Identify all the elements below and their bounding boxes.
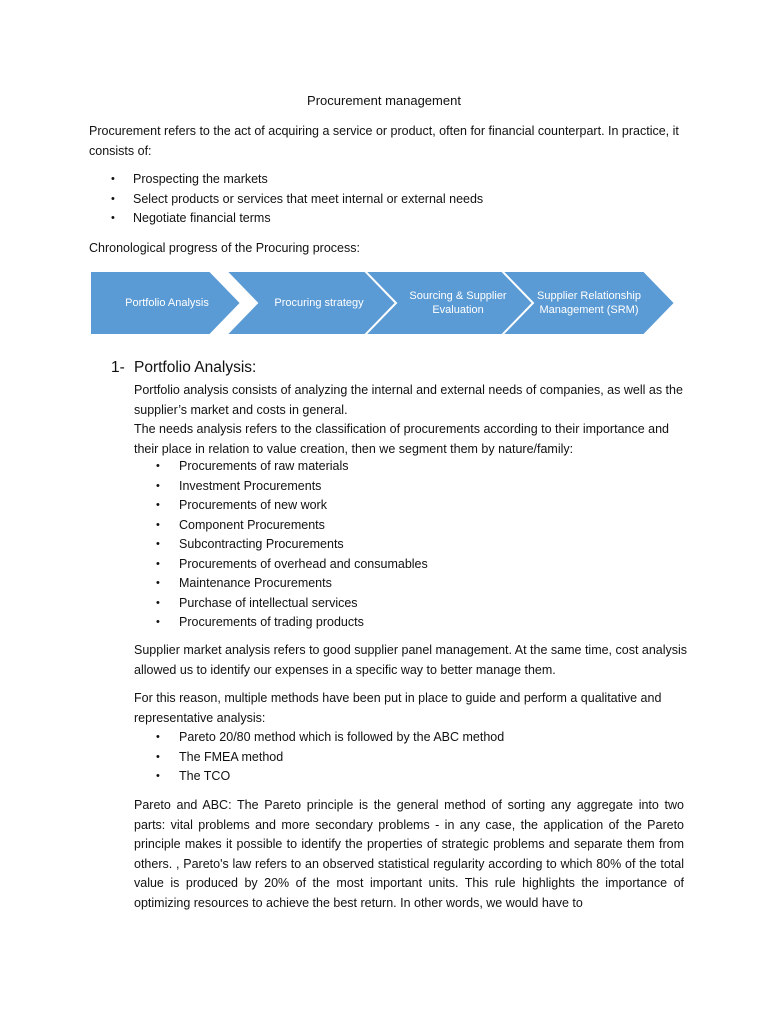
section-title: Portfolio Analysis: bbox=[134, 359, 257, 376]
list-item: • Negotiate financial terms bbox=[89, 209, 689, 229]
bullet-icon: • bbox=[156, 616, 160, 628]
bullet-icon: • bbox=[156, 518, 160, 531]
list-item: • Procurements of overhead and consumables bbox=[134, 555, 690, 575]
list-item: • Procurements of trading products bbox=[134, 613, 690, 633]
bullet-icon: • bbox=[156, 557, 160, 570]
bullet-icon: • bbox=[156, 538, 160, 550]
methods-intro-paragraph: For this reason, multiple methods have been put in place to guide and perform a qualitative and representative analysis: bbox=[134, 691, 662, 725]
bullet-icon: • bbox=[156, 577, 160, 589]
bullet-icon: • bbox=[156, 750, 160, 763]
section-heading bbox=[111, 359, 256, 377]
intro-paragraph: Procurement refers to the act of acquiring a service or product, often for financial counterpart. In practice, it consists of: bbox=[89, 124, 679, 158]
process-step-1-label: Portfolio Analysis bbox=[125, 297, 209, 309]
bullet-icon: • bbox=[156, 479, 160, 492]
bullet-icon: • bbox=[156, 731, 160, 743]
process-step-2-label: Procuring strategy bbox=[274, 297, 364, 309]
process-flow-diagram bbox=[90, 271, 676, 335]
list-item: • The FMEA method bbox=[134, 748, 690, 768]
pareto-lead: Pareto and ABC: bbox=[134, 798, 232, 812]
bullet-icon: • bbox=[156, 596, 160, 609]
process-step-4-label: Supplier Relationship Management (SRM) bbox=[537, 290, 641, 316]
bullet-icon: • bbox=[156, 460, 160, 472]
list-item: • Purchase of intellectual services bbox=[134, 594, 690, 614]
process-intro-label: Chronological progress of the Procuring process: bbox=[89, 241, 360, 255]
bullet-icon: • bbox=[111, 212, 115, 224]
list-item: • Investment Procurements bbox=[134, 477, 690, 497]
list-item: • Procurements of raw materials bbox=[134, 457, 690, 477]
list-item: • The TCO bbox=[134, 767, 690, 787]
pareto-body: The Pareto principle is the general method of sorting any aggregate into two parts: vital problems and more secondary problems - in any case, the application of the Pareto principle makes it possible to identify the properties of strategic problems and separate them from others. , Pareto's law refers to an observed statistical regularity according to which 80% of the total value is produced by 20% of the most important units. This rule highlights the importance of optimizing resources to achieve the best return. In other words, we would have to bbox=[134, 798, 684, 910]
bullet-icon: • bbox=[111, 173, 115, 185]
list-item: • Select products or services that meet internal or external needs bbox=[89, 190, 689, 210]
list-item: • Pareto 20/80 method which is followed by the ABC method bbox=[134, 728, 690, 748]
bullet-icon: • bbox=[111, 192, 115, 205]
procurement-category-list bbox=[134, 457, 690, 633]
process-step-3-label: Sourcing & Supplier Evaluation bbox=[409, 290, 507, 316]
section-number: 1- bbox=[111, 359, 125, 376]
list-item: • Prospecting the markets bbox=[89, 170, 689, 190]
list-item: • Subcontracting Procurements bbox=[134, 535, 690, 555]
document-title: Procurement management bbox=[307, 93, 461, 108]
bullet-icon: • bbox=[156, 499, 160, 511]
pareto-paragraph bbox=[134, 796, 684, 913]
list-item: • Procurements of new work bbox=[134, 496, 690, 516]
list-item: • Component Procurements bbox=[134, 516, 690, 536]
methods-list bbox=[134, 728, 690, 787]
portfolio-paragraph: Portfolio analysis consists of analyzing the internal and external needs of companies, as well as the supplier’s market and costs in general. The needs analysis refers to the classification of procurements according to their importance and their place in relation to value creation, then we segment them by nature/family: bbox=[134, 383, 683, 456]
bullet-icon: • bbox=[156, 770, 160, 782]
list-item: • Maintenance Procurements bbox=[134, 574, 690, 594]
intro-bullet-list bbox=[89, 170, 689, 229]
supplier-market-paragraph: Supplier market analysis refers to good supplier panel management. At the same time, cost analysis allowed us to identify our expenses in a specific way to better manage them. bbox=[134, 643, 688, 677]
